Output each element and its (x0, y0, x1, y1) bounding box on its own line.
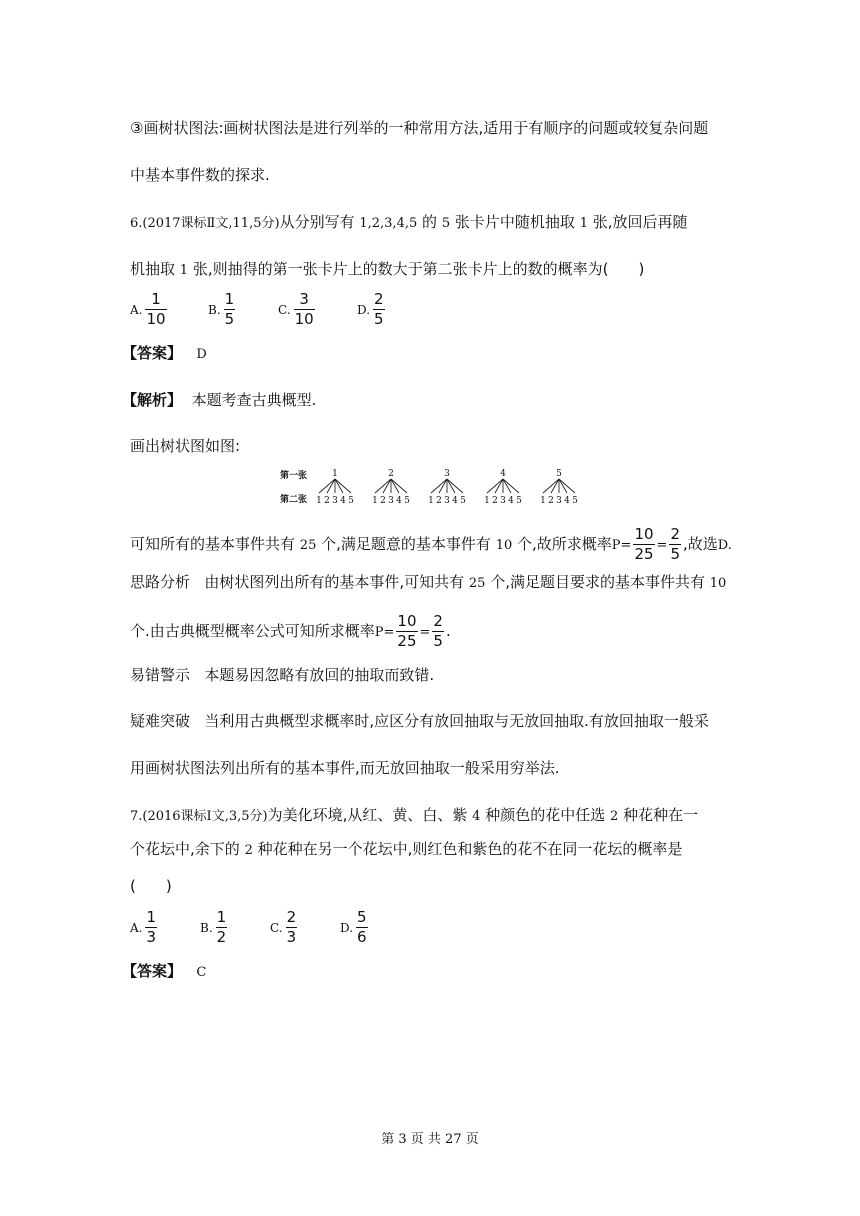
q7-text: 个花坛中,余下的 (130, 840, 240, 858)
q6-hard-line-2: 用画树状图法列出所有的基本事件,而无放回抽取一般采用穷举法. (130, 759, 560, 777)
tree-leaf-node: 1 (316, 496, 322, 506)
q6-text: 可知所有的基本事件共有 (130, 535, 296, 553)
warn-tag: 易错警示 (130, 666, 191, 684)
q7-two: 2 (610, 809, 619, 824)
q6-number: 6. (130, 216, 143, 231)
tree-branch (503, 479, 511, 493)
q6-choice: D. (717, 538, 732, 553)
q6-one: 1 (579, 216, 588, 231)
q7-paren: ( ) (130, 877, 172, 895)
option-fraction: $\frac{2}{5}$ (374, 290, 384, 328)
tree-leaf-node: 2 (548, 496, 554, 506)
option-label: D. (357, 302, 371, 317)
tree-branches (316, 469, 578, 506)
q6-numbers: 1,2,3,4,5 (359, 216, 418, 231)
tree-branch (559, 479, 575, 493)
tree-branch (335, 479, 351, 493)
tree-leaf-node: 3 (332, 496, 338, 506)
tree-leaf-node: 5 (516, 496, 522, 506)
tree-branch (335, 479, 343, 493)
tree-row2-label: 第二张 (280, 495, 308, 505)
tree-leaf-node: 1 (484, 496, 490, 506)
tree-leaf-node: 4 (564, 496, 570, 506)
q7-answer (122, 961, 206, 983)
option-label: B. (208, 302, 221, 317)
equals: = (419, 625, 431, 640)
analysis-text: 本题考查古典概型. (191, 391, 317, 409)
answer-tag: 【答案】 (122, 344, 183, 362)
option-label: A. (130, 920, 143, 935)
q7-text: 种花种在一 (623, 806, 699, 824)
q7-text: 种花种在另一个花坛中,则红色和紫色的花不在同一花坛的概率是 (257, 840, 683, 858)
q7-text: 为美化环境,从红、黄、白、紫 (267, 806, 468, 824)
q7-two: 2 (244, 843, 253, 858)
q7-option-d (340, 908, 370, 947)
q7-options (130, 908, 370, 947)
q6-idea-line-1 (130, 572, 726, 594)
tree-leaf-node: 3 (388, 496, 394, 506)
tree-leaf-node: 4 (396, 496, 402, 506)
tree-leaf-node: 2 (492, 496, 498, 506)
tree-branch (391, 479, 399, 493)
q6-options (130, 290, 387, 329)
tree-branch (391, 479, 407, 493)
tree-leaf-node: 4 (340, 496, 346, 506)
q6-text: 个,满足题意的基本事件有 (321, 535, 491, 553)
tree-leaf-node: 4 (508, 496, 514, 506)
option-label: C. (270, 920, 283, 935)
tree-branch (327, 479, 335, 493)
hard-tag: 疑难突破 (130, 712, 191, 730)
q6-warning (130, 665, 434, 685)
q6-source: (2017课标Ⅱ文,11,5分) (142, 216, 280, 231)
tree-leaf-node: 2 (436, 496, 442, 506)
q7-option-b (200, 908, 270, 947)
option-fraction: $\frac{5}{6}$ (357, 908, 367, 946)
option-label: D. (340, 920, 354, 935)
q6-text: 个.由古典概型概率公式可知所求概率 (130, 622, 375, 640)
prob-fraction-1: $\frac{10}{25}$ (634, 525, 654, 563)
tree-leaf-node: 5 (572, 496, 578, 506)
q7-option-c (270, 908, 340, 947)
tree-top-node: 4 (500, 469, 506, 479)
q6-text: 张,则抽得的第一张卡片上的数大于第二张卡片上的数的概率为( ) (192, 260, 645, 278)
q6-text: 机抽取 (130, 260, 176, 278)
hard-text: 当利用古典概型求概率时,应区分有放回抽取与无放回抽取.有放回抽取一般采 (204, 712, 709, 730)
q6-option-d (357, 290, 387, 329)
q7-source: (2016课标Ⅰ文,3,5分) (142, 809, 268, 824)
equals: = (656, 538, 668, 553)
tree-leaf-node: 3 (556, 496, 562, 506)
q6-option-c (278, 290, 357, 329)
tree-leaf-node: 1 (540, 496, 546, 506)
option-fraction: $\frac{3}{10}$ (294, 290, 314, 328)
option-fraction: $\frac{1}{10}$ (146, 290, 166, 328)
option-label: A. (130, 302, 143, 317)
q7-four: 4 (472, 809, 481, 824)
tree-leaf-node: 3 (500, 496, 506, 506)
tree-leaf-node: 1 (428, 496, 434, 506)
q6-text: 张,放回后再随 (592, 213, 688, 231)
tree-branch (551, 479, 559, 493)
tree-top-node: 2 (388, 469, 394, 479)
intro-line-1: ③画树状图法:画树状图法是进行列举的一种常用方法,适用于有顺序的问题或较复杂问题 (130, 119, 709, 137)
q6-answer (122, 343, 207, 365)
option-fraction: $\frac{1}{2}$ (216, 908, 227, 946)
q6-text: 由树状图列出所有的基本事件,可知共有 (204, 573, 465, 591)
prob-fraction-2: $\frac{2}{5}$ (670, 525, 680, 563)
tree-row1-label: 第一张 (280, 471, 308, 481)
warn-text: 本题易因忽略有放回的抽取而致错. (204, 666, 435, 684)
tree-branch (447, 479, 463, 493)
q6-five: 5 (441, 216, 451, 231)
q7-number: 7. (130, 809, 143, 824)
analysis-tag: 【解析】 (122, 391, 183, 409)
tree-branch (503, 479, 519, 493)
q6-line-1 (130, 212, 688, 234)
q6-text: ,故选 (682, 535, 718, 553)
q6-conclusion (130, 525, 732, 564)
option-fraction: $\frac{1}{3}$ (146, 908, 157, 946)
tree-branch (447, 479, 455, 493)
answer-value: C (196, 965, 207, 980)
q6-n10: 10 (709, 576, 727, 591)
prob-symbol: P= (374, 625, 395, 640)
q6-tree-intro: 画出树状图如图: (130, 437, 241, 455)
tree-branch (383, 479, 391, 493)
option-label: C. (278, 302, 291, 317)
tree-branch (487, 479, 503, 493)
q6-hard-line-1 (130, 711, 709, 731)
q6-n25: 25 (468, 576, 486, 591)
q6-text: 个,满足题目要求的基本事件共有 (490, 573, 705, 591)
q6-text: . (445, 622, 451, 640)
tree-branch (495, 479, 503, 493)
tree-leaf-node: 2 (380, 496, 386, 506)
q6-n10: 10 (495, 538, 513, 553)
tree-branch (319, 479, 335, 493)
q6-option-a (130, 290, 208, 329)
tree-top-node: 1 (332, 469, 338, 479)
idea-tag: 思路分析 (130, 573, 191, 591)
q7-text: 种颜色的花中任选 (485, 806, 606, 824)
prob-fraction-1: $\frac{10}{25}$ (397, 612, 417, 650)
q6-text: 张卡片中随机抽取 (454, 213, 575, 231)
q7-line-2 (130, 839, 682, 861)
tree-leaf-node: 5 (460, 496, 466, 506)
tree-branch (431, 479, 447, 493)
tree-top-node: 3 (444, 469, 450, 479)
tree-leaf-node: 3 (444, 496, 450, 506)
prob-fraction-2: $\frac{2}{5}$ (433, 612, 443, 650)
q6-line-2 (130, 259, 644, 281)
tree-leaf-node: 5 (404, 496, 410, 506)
q6-analysis (122, 390, 316, 410)
tree-branch (439, 479, 447, 493)
tree-top-node: 5 (556, 469, 562, 479)
tree-branch (375, 479, 391, 493)
answer-tag: 【答案】 (122, 962, 183, 980)
q6-text: 个,故所求概率 (517, 535, 612, 553)
page-footer: 第 3 页 共 27 页 (381, 1132, 479, 1147)
q6-text: 从分别写有 (279, 213, 355, 231)
q6-n25: 25 (299, 538, 317, 553)
q6-text: 的 (422, 213, 438, 231)
tree-leaf-node: 1 (372, 496, 378, 506)
tree-branch (559, 479, 567, 493)
option-fraction: $\frac{1}{5}$ (224, 290, 235, 328)
option-label: B. (200, 920, 213, 935)
tree-leaf-node: 4 (452, 496, 458, 506)
q6-idea-line-2 (130, 612, 451, 651)
q7-line-1 (130, 805, 698, 827)
tree-leaf-node: 2 (324, 496, 330, 506)
tree-leaf-node: 5 (348, 496, 354, 506)
prob-symbol: P= (611, 538, 632, 553)
tree-branch (543, 479, 559, 493)
q7-option-a (130, 908, 200, 947)
answer-value: D (196, 347, 207, 362)
tree-diagram (280, 466, 600, 510)
q6-one: 1 (179, 263, 189, 278)
option-fraction: $\frac{2}{3}$ (286, 908, 297, 946)
intro-line-2: 中基本事件数的探求. (130, 166, 270, 184)
q6-option-b (208, 290, 278, 329)
